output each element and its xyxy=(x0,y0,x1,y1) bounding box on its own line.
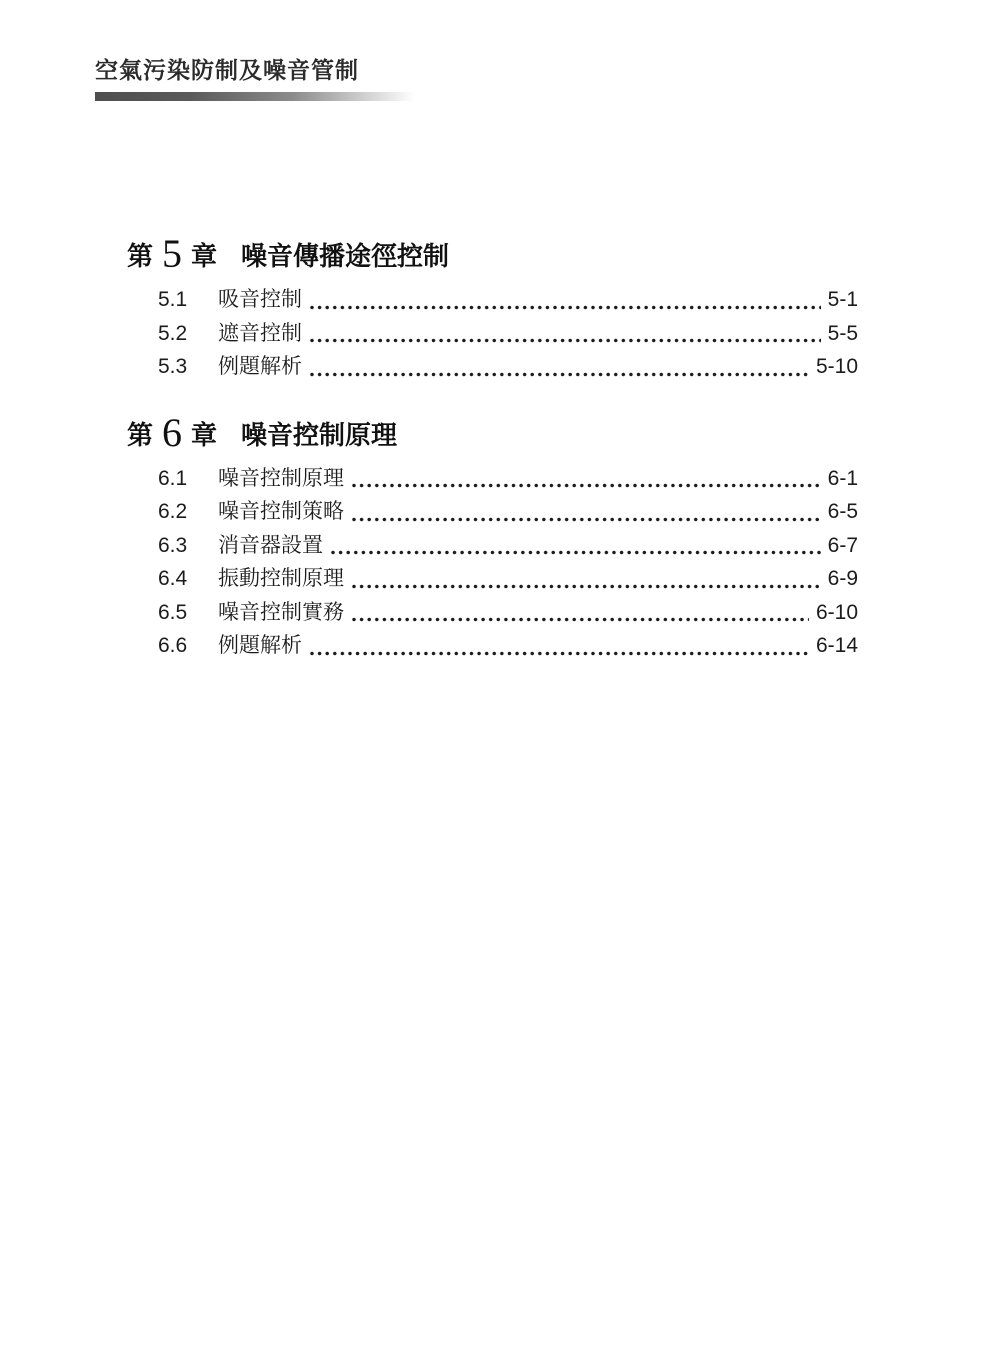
chapter-title: 噪音傳播途徑控制 xyxy=(241,241,450,271)
chapter-5-block xyxy=(127,232,858,384)
section-number: 5.1 xyxy=(158,288,188,311)
section-title: 遮音控制 xyxy=(218,321,302,345)
section-title: 吸音控制 xyxy=(218,288,302,311)
chapter-title: 噪音控制原理 xyxy=(241,419,398,450)
running-head-title: 空氣污染防制及噪音管制 xyxy=(95,57,359,83)
section-page-number: 6-9 xyxy=(827,567,858,590)
table-of-contents xyxy=(127,232,858,690)
section-title: 噪音控制實務 xyxy=(218,600,344,624)
section-title: 振動控制原理 xyxy=(218,567,344,590)
section-page-number: 6-1 xyxy=(827,466,858,490)
chapter-number: 5 xyxy=(162,231,183,276)
toc-entry xyxy=(158,562,858,596)
section-title: 例題解析 xyxy=(218,355,302,378)
chapter-5-entries xyxy=(127,283,858,384)
toc-entry xyxy=(158,350,858,384)
dot-leader xyxy=(310,651,809,656)
toc-entry xyxy=(158,462,858,496)
section-number: 6.3 xyxy=(158,533,188,557)
toc-entry xyxy=(158,495,858,529)
running-head xyxy=(95,57,940,101)
chapter-6-heading xyxy=(127,409,858,455)
section-page-number: 5-5 xyxy=(827,321,858,345)
dot-leader xyxy=(352,584,821,589)
section-page-number: 6-10 xyxy=(815,600,858,624)
chapter-6-block xyxy=(127,411,858,663)
section-title: 消音器設置 xyxy=(218,533,323,557)
dot-leader xyxy=(352,617,809,622)
section-title: 噪音控制原理 xyxy=(218,466,344,490)
dot-leader xyxy=(310,305,821,310)
section-number: 6.4 xyxy=(158,567,188,590)
section-number: 6.5 xyxy=(158,600,188,624)
dot-leader xyxy=(310,338,821,343)
chapter-suffix: 章 xyxy=(191,241,218,271)
section-number: 5.3 xyxy=(158,355,188,378)
running-head-gradient-rule xyxy=(95,92,415,101)
toc-entry xyxy=(158,629,858,663)
toc-entry xyxy=(158,283,858,317)
dot-leader xyxy=(352,517,821,522)
dot-leader xyxy=(352,483,821,488)
chapter-prefix: 第 xyxy=(127,241,154,271)
chapter-suffix: 章 xyxy=(191,419,218,450)
section-page-number: 5-1 xyxy=(827,288,858,311)
chapter-6-entries xyxy=(127,462,858,663)
section-number: 5.2 xyxy=(158,321,188,345)
chapter-5-heading xyxy=(127,231,858,276)
dot-leader xyxy=(310,372,809,377)
section-number: 6.2 xyxy=(158,500,188,523)
section-page-number: 6-14 xyxy=(815,634,858,657)
section-page-number: 5-10 xyxy=(815,355,858,378)
toc-entry xyxy=(158,529,858,563)
toc-entry xyxy=(158,317,858,351)
section-page-number: 6-7 xyxy=(827,533,858,557)
dot-leader xyxy=(331,550,821,555)
section-title: 噪音控制策略 xyxy=(218,500,344,523)
section-number: 6.6 xyxy=(158,634,188,657)
section-title: 例題解析 xyxy=(218,634,302,657)
section-page-number: 6-5 xyxy=(827,500,858,523)
chapter-number: 6 xyxy=(162,409,183,455)
section-number: 6.1 xyxy=(158,466,188,490)
toc-entry xyxy=(158,596,858,630)
chapter-prefix: 第 xyxy=(127,419,154,450)
